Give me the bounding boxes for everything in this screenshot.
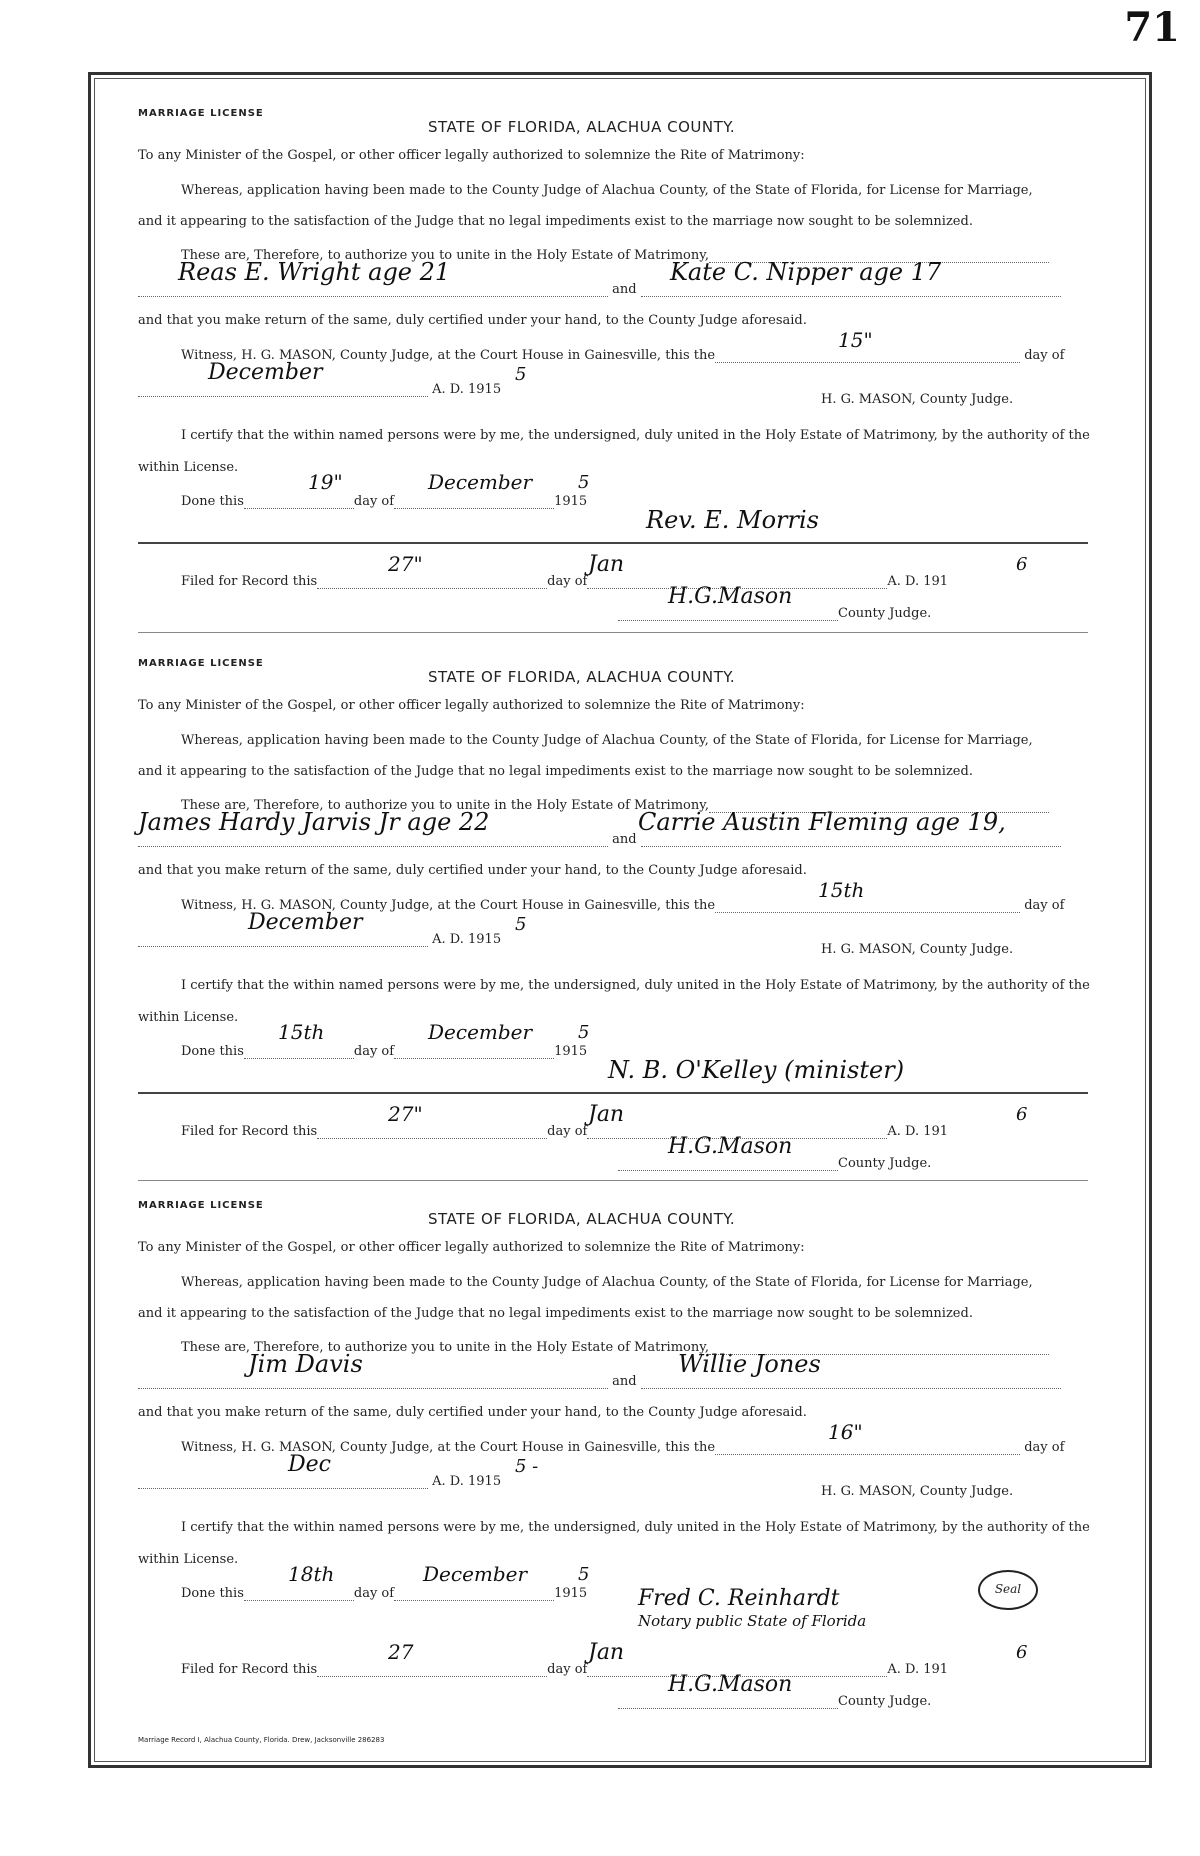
judge-title: H. G. MASON, County Judge. xyxy=(821,392,1014,407)
officiant-signature: Rev. E. Morris xyxy=(646,506,819,534)
county-judge-line: County Judge. xyxy=(618,1692,931,1709)
section-divider xyxy=(138,1092,1088,1094)
witness-month: December xyxy=(208,360,323,385)
done-year-suffix: 5 xyxy=(578,472,590,493)
return-text: and that you make return of the same, duly certified under your hand, to the County Judge aforesaid. xyxy=(138,863,807,878)
witness-month-line: A. D. 1915 xyxy=(138,930,501,947)
state-title: STATE OF FLORIDA, ALACHUA COUNTY. xyxy=(428,668,736,686)
these-are-text: These are, Therefore, to authorize you to unite in the Holy Estate of Matrimony, xyxy=(181,246,1049,263)
notary-seal: Seal xyxy=(978,1570,1038,1610)
filed-line: Filed for Record this day of A. D. 191 xyxy=(181,1662,949,1677)
to-minister-text: To any Minister of the Gospel, or other officer legally authorized to solemnize the Rite of Matrimony: xyxy=(138,148,805,163)
judge-signature: H.G.Mason xyxy=(668,1672,793,1697)
state-title: STATE OF FLORIDA, ALACHUA COUNTY. xyxy=(428,118,736,136)
witness-month-line: A. D. 1915 xyxy=(138,380,501,397)
witness-line: Witness, H. G. MASON, County Judge, at the Court House in Gainesville, this the day of xyxy=(181,1440,1065,1455)
section-divider xyxy=(138,632,1088,633)
return-text: and that you make return of the same, duly certified under your hand, to the County Judge aforesaid. xyxy=(138,313,807,328)
done-month: December xyxy=(428,470,533,494)
filed-day: 27" xyxy=(388,1102,423,1126)
judge-title: H. G. MASON, County Judge. xyxy=(821,942,1014,957)
within-license-text: within License. xyxy=(138,1010,239,1025)
done-day: 18th xyxy=(288,1562,335,1586)
license-label: MARRIAGE LICENSE xyxy=(138,1200,264,1211)
done-year-suffix: 5 xyxy=(578,1564,590,1585)
footer-imprint: Marriage Record I, Alachua County, Florida. Drew, Jacksonville 286283 xyxy=(138,1736,385,1744)
filed-year-suffix: 6 xyxy=(1016,554,1028,575)
whereas-text: Whereas, application having been made to the County Judge of Alachua County, of the State of Florida, for License for Marriage, xyxy=(181,183,1033,198)
license-label: MARRIAGE LICENSE xyxy=(138,108,264,119)
certify-text: I certify that the within named persons were by me, the undersigned, duly united in the Holy Estate of Matrimony, by the authority of the xyxy=(181,428,1090,443)
names-line: and xyxy=(138,1372,1061,1389)
filed-line: Filed for Record this day of A. D. 191 xyxy=(181,574,949,589)
witness-month-line: A. D. 1915 xyxy=(138,1472,501,1489)
witness-month: December xyxy=(248,910,363,935)
filed-day: 27" xyxy=(388,552,423,576)
done-line: Done this day of 1915 xyxy=(181,494,588,509)
bride-name: Willie Jones xyxy=(678,1350,821,1378)
groom-name: Jim Davis xyxy=(248,1350,363,1378)
to-minister-text: To any Minister of the Gospel, or other officer legally authorized to solemnize the Rite of Matrimony: xyxy=(138,1240,805,1255)
certify-text: I certify that the within named persons were by me, the undersigned, duly united in the Holy Estate of Matrimony, by the authority of the xyxy=(181,978,1090,993)
filed-month: Jan xyxy=(588,552,625,577)
whereas-text: Whereas, application having been made to the County Judge of Alachua County, of the State of Florida, for License for Marriage, xyxy=(181,1275,1033,1290)
filed-month: Jan xyxy=(588,1640,625,1665)
done-month: December xyxy=(428,1020,533,1044)
return-text: and that you make return of the same, duly certified under your hand, to the County Judge aforesaid. xyxy=(138,1405,807,1420)
these-are-text: These are, Therefore, to authorize you to unite in the Holy Estate of Matrimony, xyxy=(181,1338,1049,1355)
judge-signature: H.G.Mason xyxy=(668,584,793,609)
within-license-text: within License. xyxy=(138,1552,239,1567)
judge-signature: H.G.Mason xyxy=(668,1134,793,1159)
witness-year-suffix: 5 xyxy=(515,914,527,935)
filed-year-suffix: 6 xyxy=(1016,1642,1028,1663)
within-license-text: within License. xyxy=(138,460,239,475)
done-day: 19" xyxy=(308,470,343,494)
filed-month: Jan xyxy=(588,1102,625,1127)
county-judge-line: County Judge. xyxy=(618,1154,931,1171)
names-line: and xyxy=(138,830,1061,847)
whereas-text: Whereas, application having been made to the County Judge of Alachua County, of the State of Florida, for License for Marriage, xyxy=(181,733,1033,748)
appearing-text: and it appearing to the satisfaction of the Judge that no legal impediments exist to the marriage now sought to be solemnized. xyxy=(138,764,973,779)
officiant-signature: Fred C. Reinhardt xyxy=(638,1586,840,1611)
judge-title: H. G. MASON, County Judge. xyxy=(821,1484,1014,1499)
witness-day: 15th xyxy=(818,878,865,902)
done-line: Done this day of 1915 xyxy=(181,1044,588,1059)
witness-year-suffix: 5 xyxy=(515,364,527,385)
filed-line: Filed for Record this day of A. D. 191 xyxy=(181,1124,949,1139)
names-line: and xyxy=(138,280,1061,297)
officiant-signature: N. B. O'Kelley (minister) xyxy=(608,1056,905,1084)
groom-name: Reas E. Wright age 21 xyxy=(178,258,451,286)
officiant-title: Notary public State of Florida xyxy=(638,1612,867,1630)
done-day: 15th xyxy=(278,1020,325,1044)
these-are-text: These are, Therefore, to authorize you to unite in the Holy Estate of Matrimony, xyxy=(181,796,1049,813)
witness-line: Witness, H. G. MASON, County Judge, at the Court House in Gainesville, this the day of xyxy=(181,898,1065,913)
witness-day: 15" xyxy=(838,328,873,352)
bride-name: Carrie Austin Fleming age 19, xyxy=(638,808,1006,836)
done-line: Done this day of 1915 xyxy=(181,1586,588,1601)
witness-line: Witness, H. G. MASON, County Judge, at the Court House in Gainesville, this the day of xyxy=(181,348,1065,363)
done-month: December xyxy=(423,1562,528,1586)
witness-month: Dec xyxy=(288,1452,331,1477)
appearing-text: and it appearing to the satisfaction of the Judge that no legal impediments exist to the marriage now sought to be solemnized. xyxy=(138,1306,973,1321)
section-divider xyxy=(138,1180,1088,1181)
certify-text: I certify that the within named persons were by me, the undersigned, duly united in the Holy Estate of Matrimony, by the authority of the xyxy=(181,1520,1090,1535)
state-title: STATE OF FLORIDA, ALACHUA COUNTY. xyxy=(428,1210,736,1228)
filed-day: 27 xyxy=(388,1640,414,1664)
page-number: 71 xyxy=(1124,4,1180,51)
appearing-text: and it appearing to the satisfaction of the Judge that no legal impediments exist to the marriage now sought to be solemnized. xyxy=(138,214,973,229)
groom-name: James Hardy Jarvis Jr age 22 xyxy=(138,808,490,836)
bride-name: Kate C. Nipper age 17 xyxy=(670,258,942,286)
county-judge-line: County Judge. xyxy=(618,604,931,621)
license-label: MARRIAGE LICENSE xyxy=(138,658,264,669)
filed-year-suffix: 6 xyxy=(1016,1104,1028,1125)
section-divider xyxy=(138,542,1088,544)
witness-day: 16" xyxy=(828,1420,863,1444)
to-minister-text: To any Minister of the Gospel, or other officer legally authorized to solemnize the Rite of Matrimony: xyxy=(138,698,805,713)
done-year-suffix: 5 xyxy=(578,1022,590,1043)
witness-year-suffix: 5 - xyxy=(515,1456,539,1477)
